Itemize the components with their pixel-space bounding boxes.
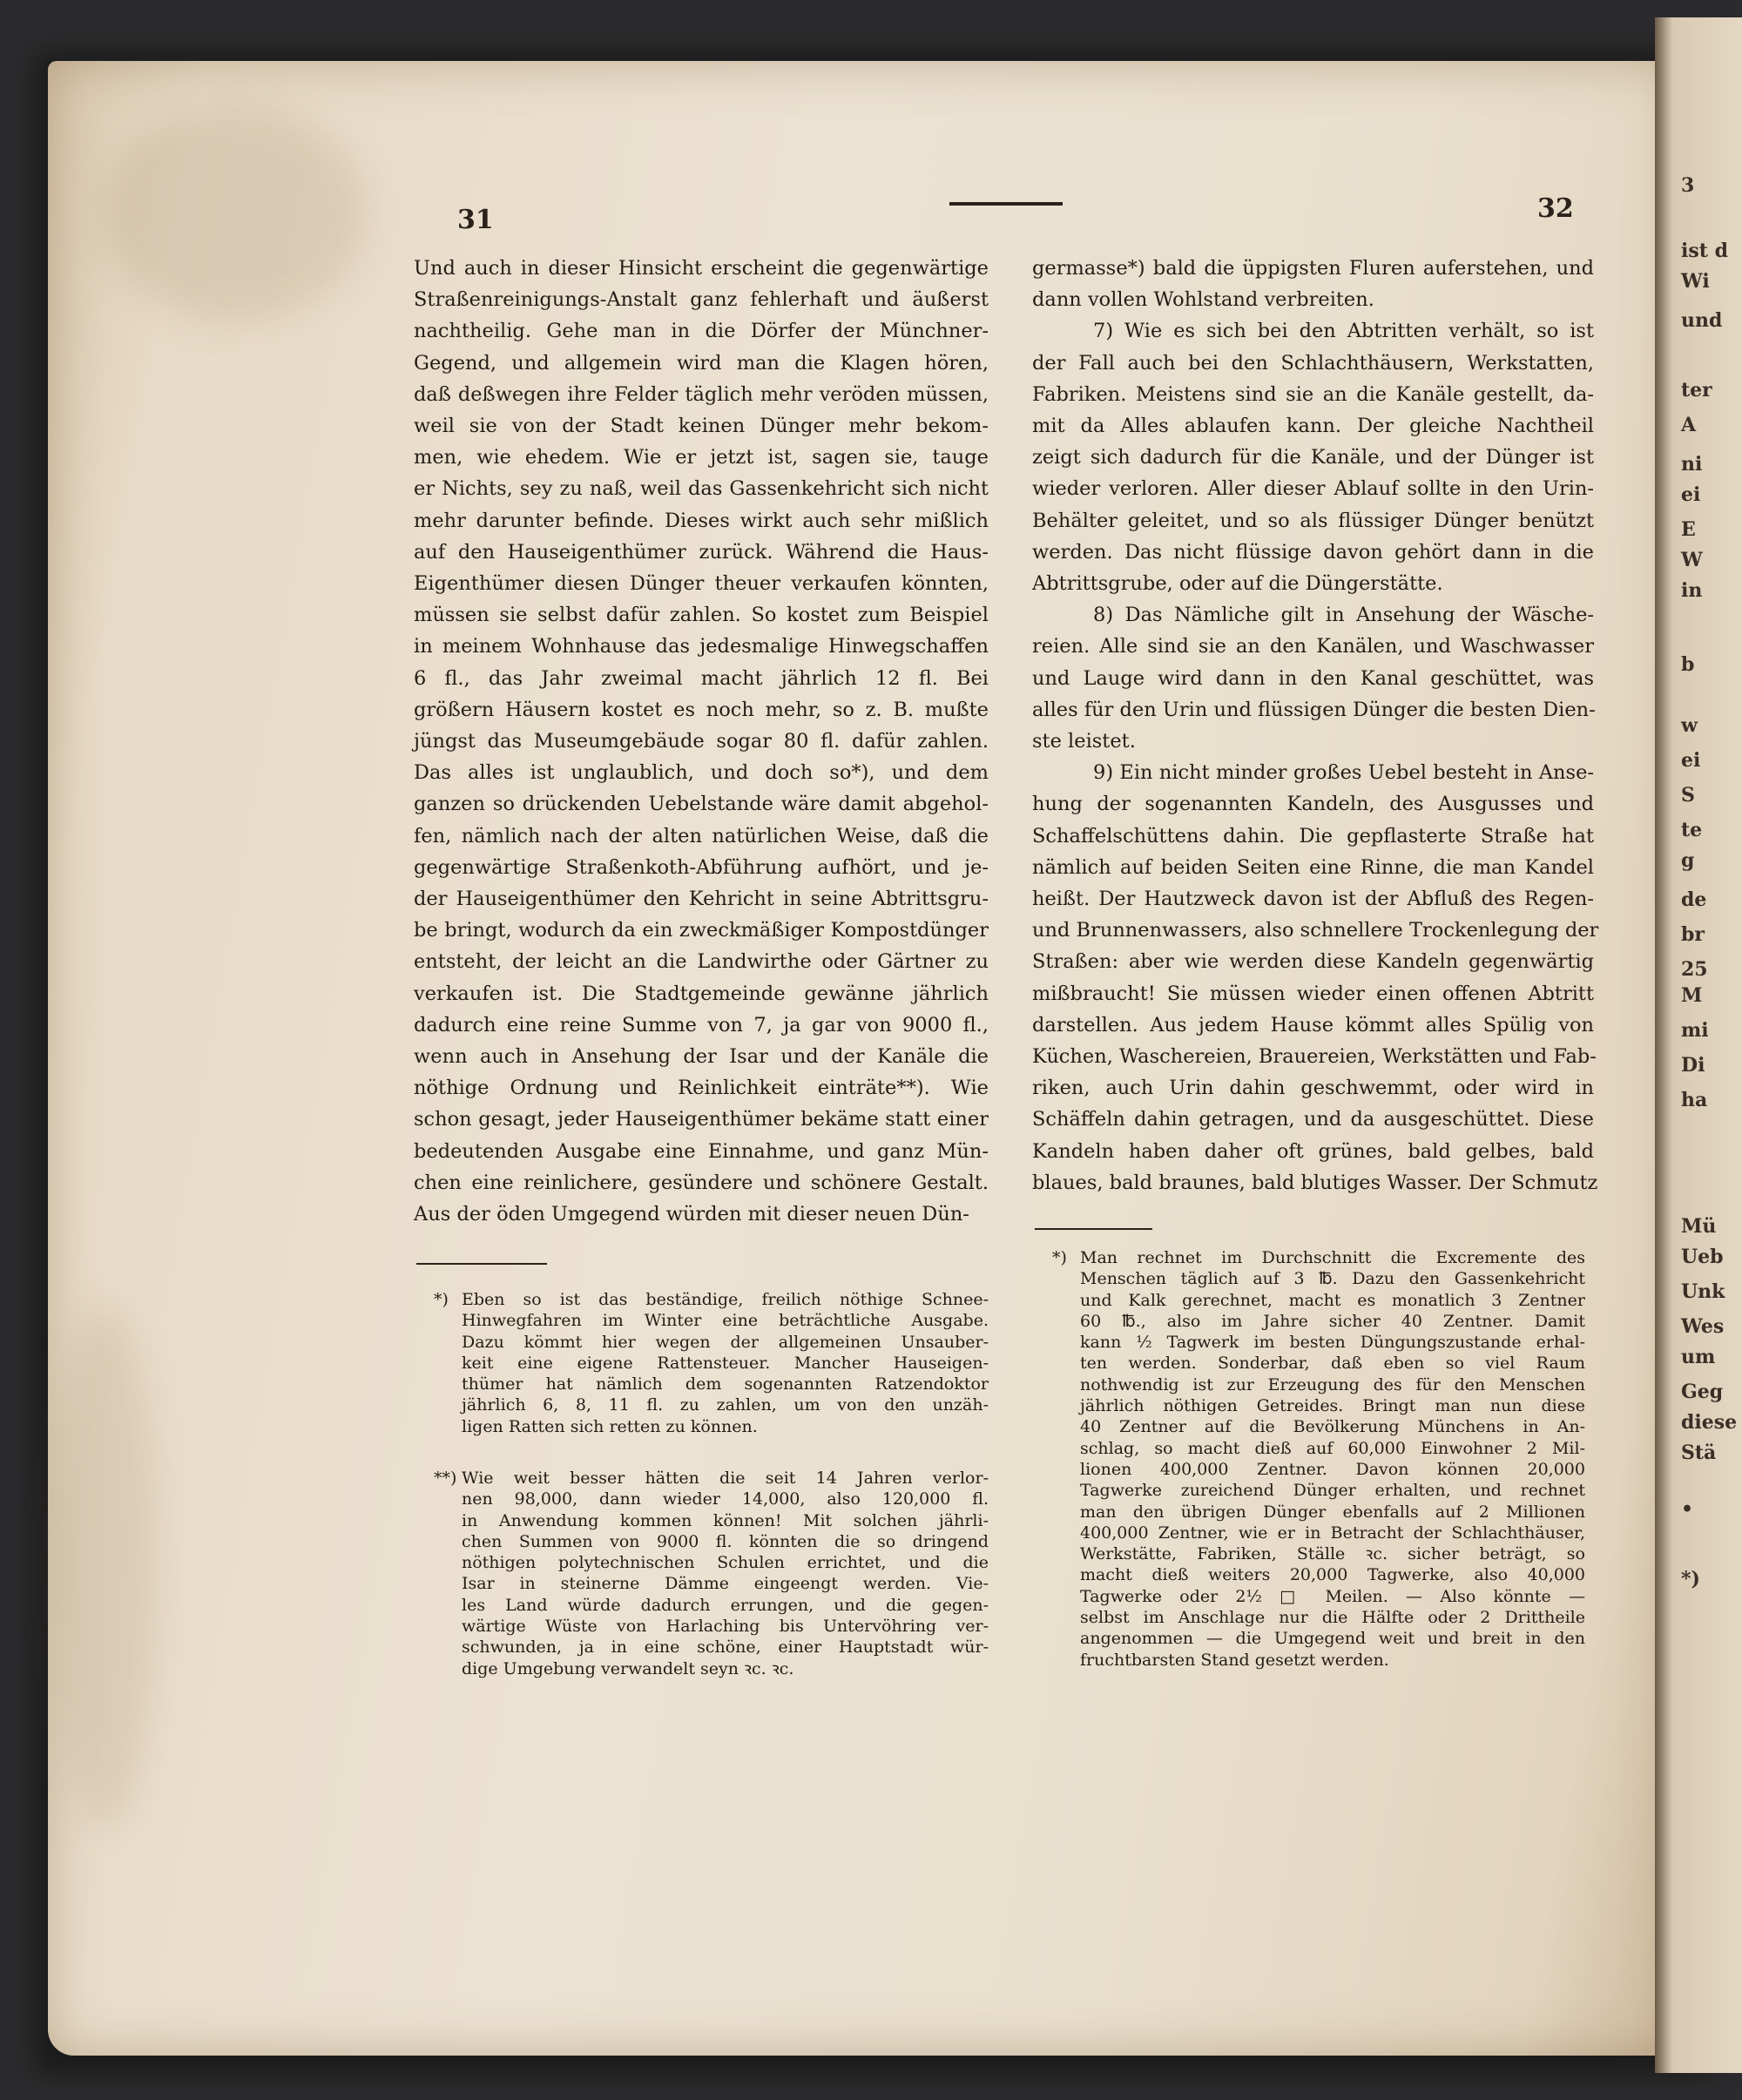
next-page-fragment: E: [1681, 518, 1696, 541]
footnote-mark: *): [1052, 1248, 1067, 1267]
next-page-fragment: Wi: [1681, 270, 1710, 293]
text-line: schon gesagt, jeder Hauseigenthümer bekäme statt einer: [414, 1108, 989, 1131]
next-page-edge: [1655, 17, 1742, 2073]
text-line: Isar in steinerne Dämme eingeengt werden. Vie-: [462, 1574, 989, 1594]
footnote-mark: **): [434, 1469, 457, 1488]
text-line: jährlich 6, 8, 11 fl. zu zahlen, um von den unzäh-: [462, 1395, 989, 1415]
text-line: entsteht, der leicht an die Landwirthe oder Gärtner zu: [414, 950, 989, 974]
next-page-fragment: Geg: [1681, 1381, 1724, 1403]
left-page-number: 31: [457, 205, 494, 235]
text-line: chen Summen von 9000 fl. könnten die so dringend: [462, 1531, 989, 1551]
text-line: nämlich auf beiden Seiten eine Rinne, die man Kandel: [1032, 855, 1594, 879]
right-body-column: [1032, 253, 1599, 1199]
text-line: darstellen. Aus jedem Hause kömmt alles Spülig von: [1032, 1013, 1594, 1036]
text-line: heißt. Der Hautzweck davon ist der Abfluß des Regen-: [1032, 888, 1594, 911]
next-page-fragment: und: [1681, 309, 1723, 332]
next-page-fragment: ter: [1681, 379, 1712, 402]
text-line: fen, nämlich nach der alten natürlichen Weise, daß die: [414, 824, 989, 847]
text-line: Aus der öden Umgegend würden mit dieser neuen Dün-: [414, 1203, 969, 1226]
text-line: werden. Das nicht flüssige davon gehört dann in die: [1032, 540, 1594, 564]
text-line: mit da Alles ablaufen kann. Der gleiche Nachtheil: [1032, 415, 1594, 438]
text-line: Man rechnet im Durchschnitt die Excremente des: [1080, 1248, 1585, 1267]
text-line: germasse*) bald die üppigsten Fluren auferstehen, und: [1032, 257, 1594, 280]
next-page-fragment: ei: [1681, 749, 1701, 772]
text-line: reien. Alle sind sie an den Kanälen, und Waschwasser: [1032, 635, 1594, 658]
text-line: nöthigen polytechnischen Schulen errichtet, und die: [462, 1553, 989, 1573]
right-page-number: 32: [1537, 193, 1574, 224]
next-page-fragment: Di: [1681, 1054, 1705, 1077]
text-line: bedeutenden Ausgabe eine Einnahme, und ganz Mün-: [414, 1139, 989, 1163]
text-line: auf den Hauseigenthümer zurück. Während die Haus-: [414, 540, 989, 564]
text-line: macht dieß weiters 20,000 Tagwerke, also 40,000: [1080, 1565, 1585, 1585]
text-line: müssen sie selbst dafür zahlen. So kostet zum Beispiel: [414, 604, 989, 627]
text-line: Behälter geleitet, und so als flüssiger Dünger benützt: [1032, 509, 1594, 532]
text-line: Tagwerke zureichend Dünger erhalten, und rechnet: [1080, 1481, 1585, 1501]
text-line: Schaffelschüttens dahin. Die gepflasterte Straße hat: [1032, 824, 1594, 847]
text-line: schwunden, ja in eine schöne, einer Hauptstadt wür-: [462, 1637, 989, 1658]
text-line: und Brunnenwassers, also schnellere Trockenlegung der: [1032, 919, 1599, 942]
left-footnote-rule: [416, 1263, 547, 1265]
next-page-fragment: mi: [1681, 1019, 1709, 1042]
text-line: in meinem Wohnhause das jedesmalige Hinwegschaffen: [414, 635, 989, 658]
next-page-fragment: w: [1681, 714, 1698, 737]
text-line: 40 Zentner auf die Bevölkerung Münchens in An-: [1080, 1417, 1585, 1437]
text-line: Straßenreinigungs-Anstalt ganz fehlerhaft und äußerst: [414, 288, 989, 312]
text-line: nen 98,000, dann wieder 14,000, also 120,000 fl.: [462, 1489, 989, 1509]
next-page-fragment: W: [1681, 549, 1703, 571]
text-line: 6 fl., das Jahr zweimal macht jährlich 12 fl. Bei: [414, 666, 989, 690]
text-line: Werkstätte, Fabriken, Ställe ꝛc. sicher beträgt, so: [1080, 1544, 1585, 1564]
text-line: wärtige Wüste von Harlaching bis Untervöhring ver-: [462, 1617, 989, 1637]
text-line: Gegend, und allgemein wird man die Klagen hören,: [414, 351, 989, 375]
next-page-fragment: Unk: [1681, 1280, 1725, 1303]
next-page-fragment: ha: [1681, 1089, 1708, 1111]
text-line: Dazu kömmt hier wegen der allgemeinen Unsauber-: [462, 1332, 989, 1352]
text-line: daß deßwegen ihre Felder täglich mehr veröden müssen,: [414, 382, 989, 406]
text-line: les Land würde dadurch errungen, und die gegen-: [462, 1595, 989, 1615]
left-footnote-2: [434, 1468, 989, 1679]
text-line: 7) Wie es sich bei den Abtritten verhält, so ist: [1093, 320, 1594, 343]
next-page-fragment: um: [1681, 1346, 1716, 1368]
text-line: zeigt sich dadurch für die Kanäle, und der Dünger ist: [1032, 446, 1594, 469]
text-line: wieder verloren. Aller dieser Ablauf sollte in den Urin-: [1032, 477, 1594, 501]
text-line: Straßen: aber wie werden diese Kandeln gegenwärtig: [1032, 950, 1594, 974]
header-rule: [949, 202, 1063, 206]
text-line: Wie weit besser hätten die seit 14 Jahren verlor-: [462, 1469, 989, 1488]
right-footnote: [1052, 1247, 1585, 1671]
next-page-fragment: Ueb: [1681, 1246, 1724, 1268]
text-line: 400,000 Zentner, wie er in Betracht der Schlachthäuser,: [1080, 1523, 1585, 1543]
text-line: ganzen so drückenden Uebelstande wäre damit abgehol-: [414, 793, 989, 816]
next-page-fragment: ni: [1681, 453, 1703, 476]
text-line: weil sie von der Stadt keinen Dünger mehr bekom-: [414, 415, 989, 438]
text-line: gegenwärtige Straßenkoth-Abführung aufhört, und je-: [414, 855, 989, 879]
next-page-fragment: •: [1681, 1498, 1694, 1521]
text-line: Hinwegfahren im Winter eine beträchtliche Ausgabe.: [462, 1311, 989, 1331]
left-footnote-1: [434, 1289, 989, 1437]
next-page-fragment: M: [1681, 984, 1703, 1007]
text-line: Eigenthümer diesen Dünger theuer verkaufen könnten,: [414, 572, 989, 596]
text-line: man den übrigen Dünger ebenfalls auf 2 Millionen: [1080, 1502, 1585, 1522]
text-line: Das alles ist unglaublich, und doch so*), und dem: [414, 761, 989, 785]
text-line: der Hauseigenthümer den Kehricht in seine Abtrittsgru-: [414, 888, 989, 911]
left-body-column: [414, 253, 989, 1230]
text-line: kann ½ Tagwerk im besten Düngungszustande erhal-: [1080, 1333, 1585, 1353]
text-line: fruchtbarsten Stand gesetzt werden.: [1080, 1650, 1389, 1670]
text-line: Tagwerke oder 2½ □ Meilen. — Also könnte —: [1080, 1586, 1585, 1606]
text-line: alles für den Urin und flüssigen Dünger die besten Dien-: [1032, 698, 1596, 721]
next-page-fragment: te: [1681, 819, 1703, 841]
text-line: selbst im Anschlage nur die Hälfte oder 2 Drittheile: [1080, 1608, 1585, 1628]
next-page-fragment: b: [1681, 653, 1695, 676]
next-page-fragment: A: [1681, 414, 1697, 436]
text-line: lionen 400,000 Zentner. Davon können 20,000: [1080, 1459, 1585, 1479]
text-line: 60 ℔., also im Jahre sicher 40 Zentner. Damit: [1080, 1311, 1585, 1331]
text-line: ligen Ratten sich retten zu können.: [462, 1416, 758, 1436]
text-line: nachtheilig. Gehe man in die Dörfer der Münchner-: [414, 320, 989, 343]
next-page-fragment: S: [1681, 784, 1695, 807]
text-line: verkaufen ist. Die Stadtgemeinde gewänne jährlich: [414, 982, 989, 1005]
text-line: thümer hat nämlich dem sogenannten Ratzendoktor: [462, 1374, 989, 1394]
text-line: größern Häusern kostet es noch mehr, so z. B. mußte: [414, 698, 989, 721]
text-line: 9) Ein nicht minder großes Uebel besteht in Anse-: [1093, 761, 1594, 785]
next-page-fragment: 25: [1681, 958, 1708, 981]
text-line: Fabriken. Meistens sind sie an die Kanäle gestellt, da-: [1032, 382, 1594, 406]
next-page-fragment: Wes: [1681, 1315, 1725, 1338]
next-page-fragment: 3: [1681, 174, 1695, 197]
text-line: men, wie ehedem. Wie er jetzt ist, sagen sie, tauge: [414, 446, 989, 469]
text-line: ten werden. Sonderbar, daß eben so viel Raum: [1080, 1354, 1585, 1374]
text-line: hung der sogenannten Kandeln, des Ausgusses und: [1032, 793, 1594, 816]
next-page-fragment: Mü: [1681, 1215, 1717, 1238]
footnote-mark: *): [434, 1290, 449, 1309]
text-line: Schäffeln dahin getragen, und da ausgeschüttet. Diese: [1032, 1108, 1594, 1131]
text-line: Abtrittsgrube, oder auf die Düngerstätte.: [1032, 572, 1443, 596]
next-page-fragment: in: [1681, 579, 1703, 602]
text-line: mehr darunter befinde. Dieses wirkt auch sehr mißlich: [414, 509, 989, 532]
text-line: Menschen täglich auf 3 ℔. Dazu den Gassenkehricht: [1080, 1269, 1585, 1289]
text-line: der Fall auch bei den Schlachthäusern, Werkstatten,: [1032, 351, 1594, 375]
next-page-fragment: ei: [1681, 483, 1701, 506]
text-line: dige Umgebung verwandelt seyn ꝛc. ꝛc.: [462, 1658, 794, 1678]
text-line: und Lauge wird dann in den Kanal geschüttet, was: [1032, 666, 1594, 690]
next-page-fragment: diese: [1681, 1411, 1738, 1434]
text-line: nöthige Ordnung und Reinlichkeit einträte**). Wie: [414, 1077, 989, 1100]
text-line: be bringt, wodurch da ein zweckmäßiger Kompostdünger: [414, 919, 989, 942]
text-line: Küchen, Waschereien, Brauereien, Werkstätten und Fab-: [1032, 1045, 1597, 1069]
next-page-fragment: ist d: [1681, 240, 1728, 262]
text-line: 8) Das Nämliche gilt in Ansehung der Wäsche-: [1093, 604, 1594, 627]
text-line: Und auch in dieser Hinsicht erscheint die gegenwärtige: [414, 257, 989, 280]
right-footnote-rule: [1035, 1228, 1152, 1230]
next-page-fragment: g: [1681, 849, 1695, 872]
text-line: dadurch eine reine Summe von 7, ja gar von 9000 fl.,: [414, 1013, 989, 1036]
text-line: jährlich nöthigen Getreides. Bringt man nun diese: [1080, 1396, 1585, 1416]
text-line: chen eine reinlichere, gesündere und schönere Gestalt.: [414, 1171, 989, 1194]
next-page-fragment: *): [1681, 1568, 1700, 1590]
text-line: schlag, so macht dieß auf 60,000 Einwohner 2 Mil-: [1080, 1438, 1585, 1458]
text-line: riken, auch Urin dahin geschwemmt, oder wird in: [1032, 1077, 1594, 1100]
paper-stain: [105, 105, 366, 322]
text-line: nothwendig ist zur Erzeugung des für den Menschen: [1080, 1374, 1585, 1394]
text-line: jüngst das Museumgebäude sogar 80 fl. dafür zahlen.: [414, 730, 989, 753]
text-line: blaues, bald braunes, bald blutiges Wasser. Der Schmutz: [1032, 1171, 1598, 1194]
paper-stain: [52, 1307, 157, 1829]
text-line: keit eine eigene Rattensteuer. Mancher Hauseigen-: [462, 1353, 989, 1373]
text-line: mißbraucht! Sie müssen wieder einen offenen Abtritt: [1032, 982, 1594, 1005]
next-page-fragment: Stä: [1681, 1442, 1717, 1464]
text-line: er Nichts, sey zu naß, weil das Gassenkehricht sich nicht: [414, 477, 989, 501]
text-line: Eben so ist das beständige, freilich nöthige Schnee-: [462, 1290, 989, 1309]
text-line: in Anwendung kommen können! Mit solchen jährli-: [462, 1510, 989, 1530]
text-line: ste leistet.: [1032, 730, 1136, 753]
text-line: angenommen — die Umgegend weit und breit in den: [1080, 1629, 1585, 1649]
next-page-fragment: br: [1681, 923, 1705, 946]
text-line: und Kalk gerechnet, macht es monatlich 3 Zentner: [1080, 1290, 1585, 1310]
text-line: wenn auch in Ansehung der Isar und der Kanäle die: [414, 1045, 989, 1069]
text-line: dann vollen Wohlstand verbreiten.: [1032, 288, 1374, 312]
text-line: Kandeln haben daher oft grünes, bald gelbes, bald: [1032, 1139, 1594, 1163]
next-page-fragment: de: [1681, 888, 1707, 911]
